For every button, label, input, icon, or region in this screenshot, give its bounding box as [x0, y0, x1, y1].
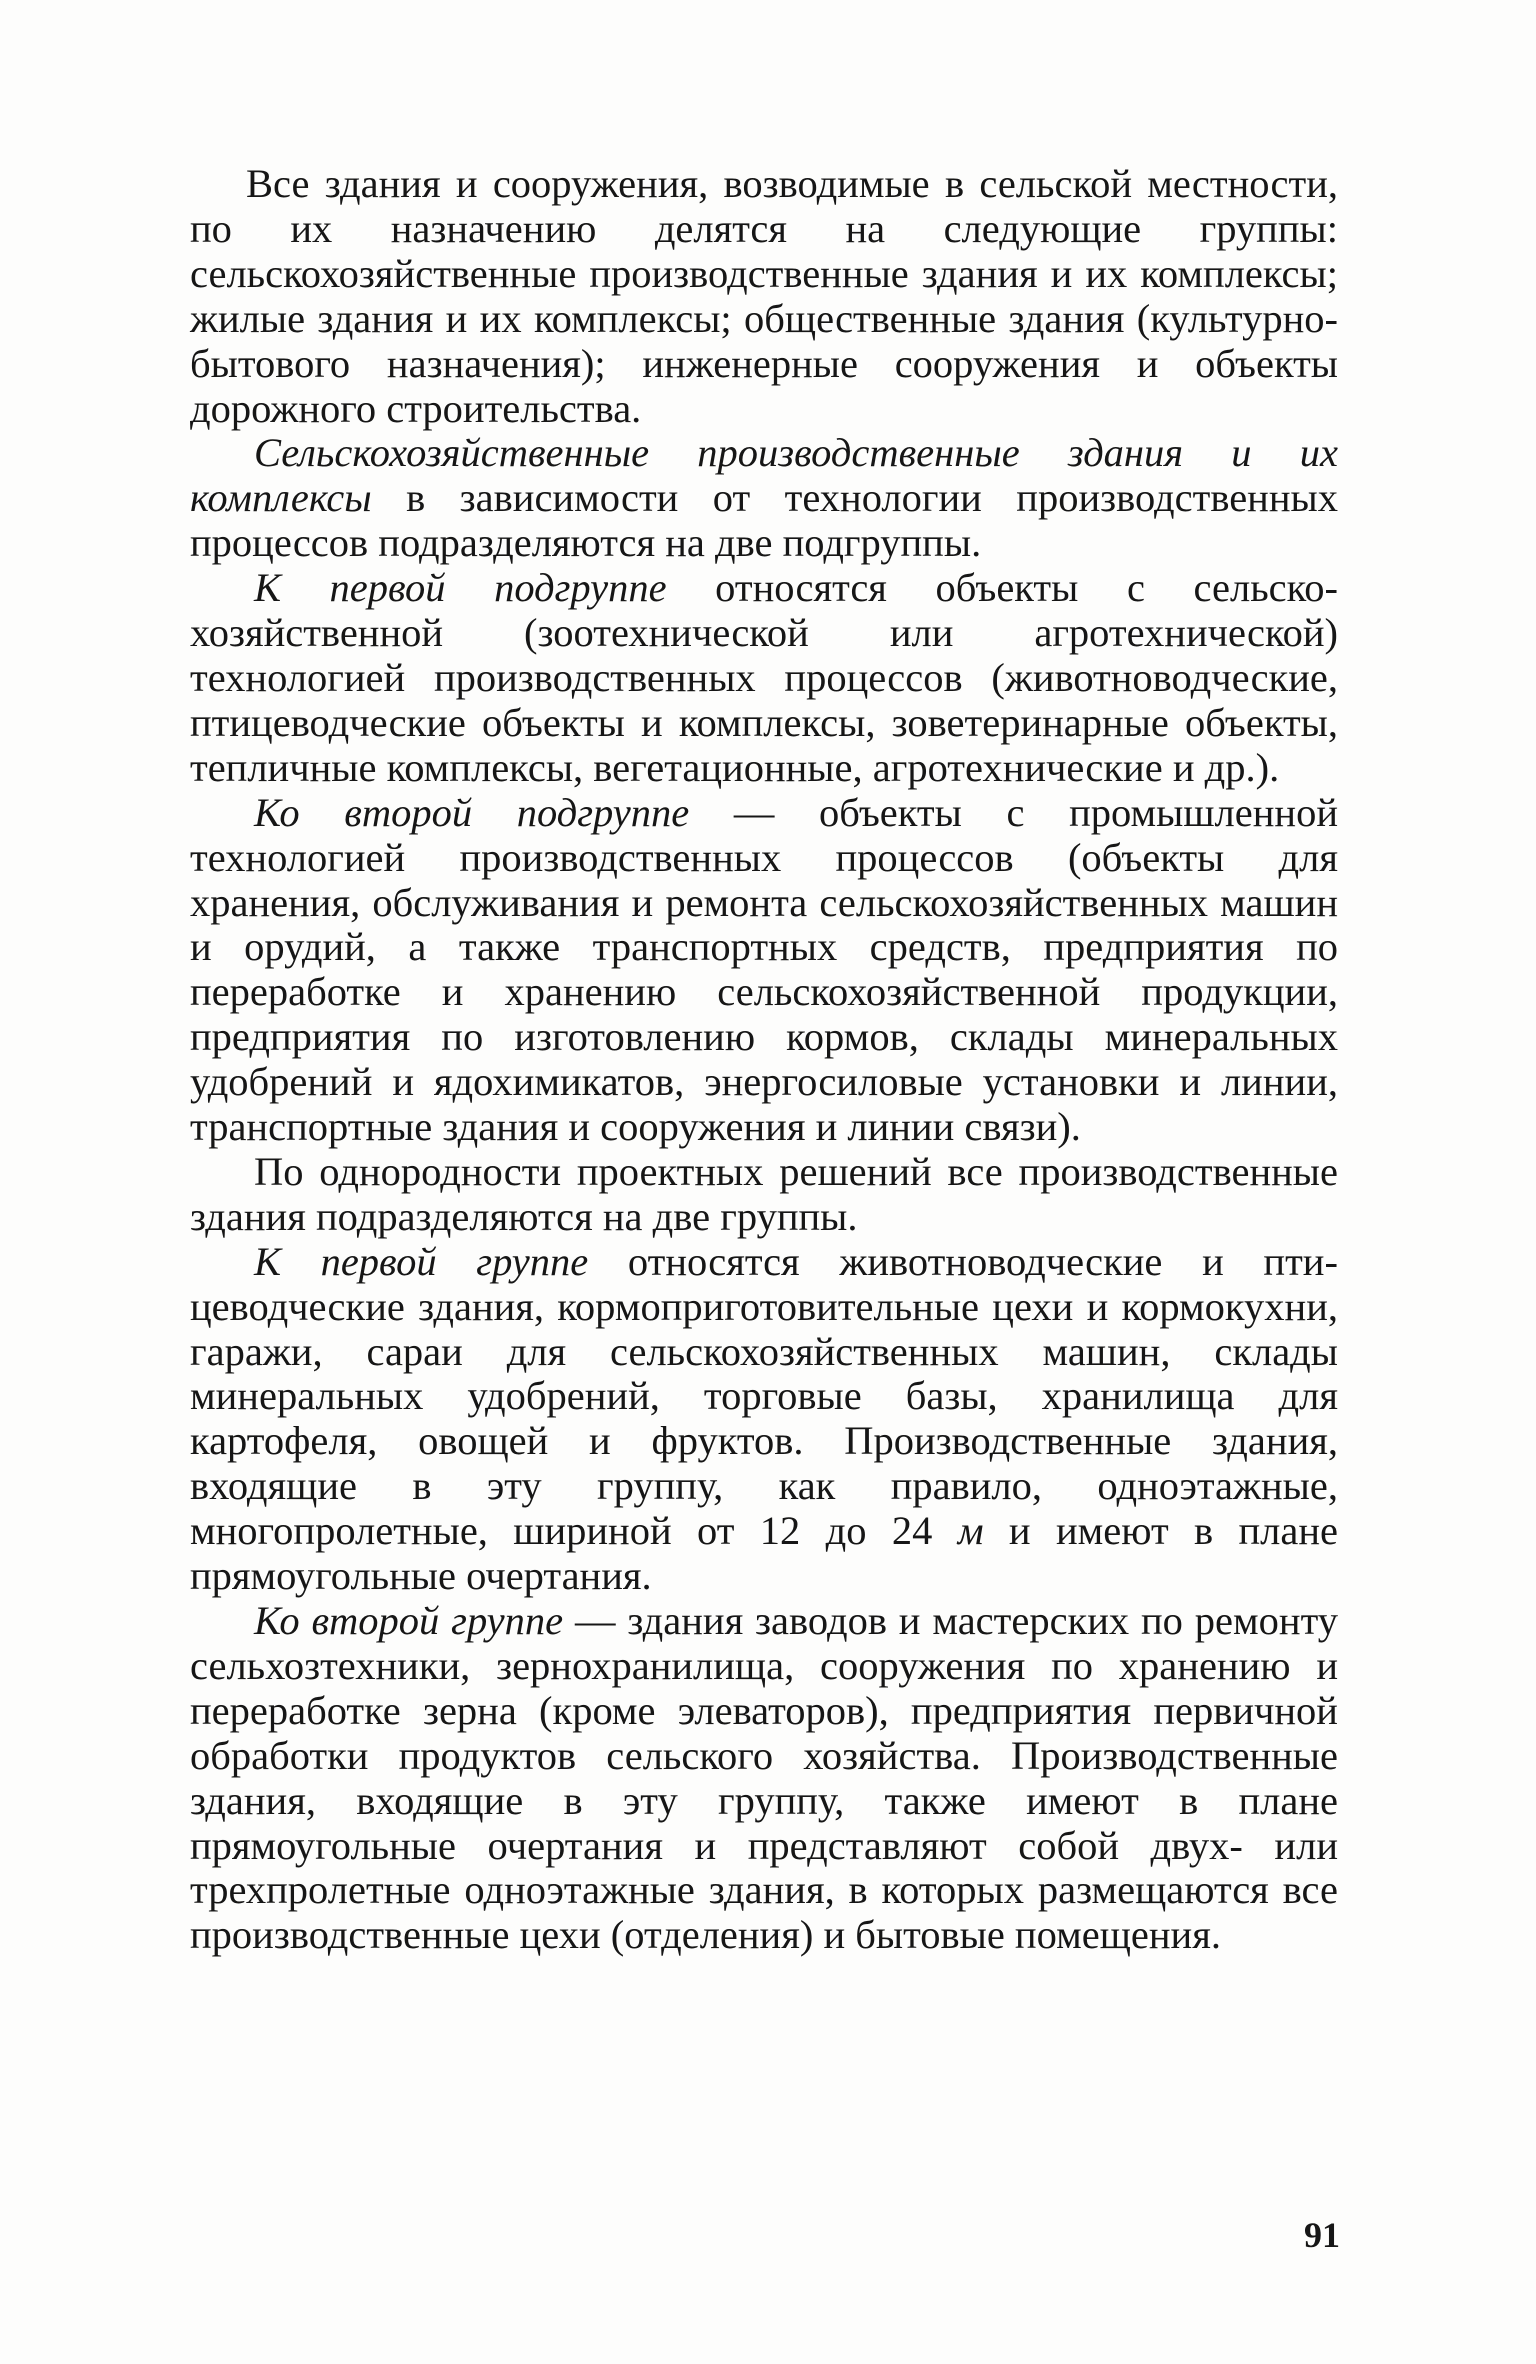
paragraph: [190, 431, 1338, 566]
italic-term: Сельскохозяйственные производственные здания и их комплексы: [190, 430, 1338, 521]
page-number: 91: [1304, 2215, 1340, 2255]
paragraph: [190, 1150, 1338, 1240]
paragraph-text: относятся объекты с сельскохозяйственной (зоотехнической или агротехнической) технологией производственных процессов (животноводческие, птицеводческие объекты и комплексы, зоветеринарные объекты, тепличные комплексы, вегетационные, агротехнические и др.).: [190, 565, 1339, 790]
italic-term: Ко второй группе: [254, 1598, 564, 1643]
paragraph-text: в зависимости от технологии производственных процессов подразделяются на две подгруппы.: [190, 475, 1338, 566]
paragraph: [190, 566, 1338, 791]
paragraph-text: относятся животноводческие и птицеводческие здания, кормоприготовительные цехи и кормокухни, гаражи, сараи для сельскохозяйственных машин, склады минеральных удобрений, торговые базы, хранилища для картофеля, овощей и фруктов. Производственные здания, входящие в эту группу, как правило, одноэтажные, многопролетные, шириной от 12 до 24: [190, 1238, 1338, 1554]
paragraph-text: — объекты с промышленной технологией производственных процессов (объекты для хранения, обслуживания и ремонта сельскохозяйственных машин и орудий, а также транспортных средств, предприятия по переработке и хранению сельскохозяйственной продукции, предприятия по изготовлению кормов, склады минеральных удобрений и ядохимикатов, энергосиловые установки и линии, транспортные здания и сооружения и линии связи).: [190, 789, 1338, 1150]
italic-term: К первой группе: [254, 1238, 589, 1284]
body-text: [190, 162, 1338, 1958]
italic-term: Ко второй подгруппе: [254, 789, 690, 835]
paragraph: [190, 1599, 1338, 1958]
paragraph-text: и имеют в плане прямоугольные очертания.: [190, 1508, 1338, 1599]
paragraph: [190, 1240, 1338, 1599]
paragraph: [190, 791, 1338, 1150]
paragraph-text: Все здания и сооружения, возводимые в сельской местности, по их назначению делятся на следующие группы: сельскохозяйственные производственные здания и их комплексы; жилые здания и их комплексы; общественные здания (культурно-бытового назначения); инженерные сооружения и объекты дорожного строительства.: [190, 161, 1338, 431]
paragraph: [190, 162, 1338, 431]
paragraph-text: — здания заводов и мастерских по ремонту сельхозтехники, зернохранилища, сооружения по хранению и переработке зерна (кроме элеваторов), предприятия первичной обработки продуктов сельского хозяйства. Производственные здания, входящие в эту группу, также имеют в плане прямоугольные очертания и представляют собой двух- или трехпролетные одноэтажные здания, в которых размещаются все производственные цехи (отделения) и бытовые помещения.: [190, 1598, 1338, 1958]
paragraph-text: По однородности проектных решений все производственные здания подразделяются на две группы.: [190, 1148, 1338, 1239]
italic-term: К первой подгруппе: [254, 565, 667, 611]
italic-unit: м: [957, 1508, 984, 1554]
